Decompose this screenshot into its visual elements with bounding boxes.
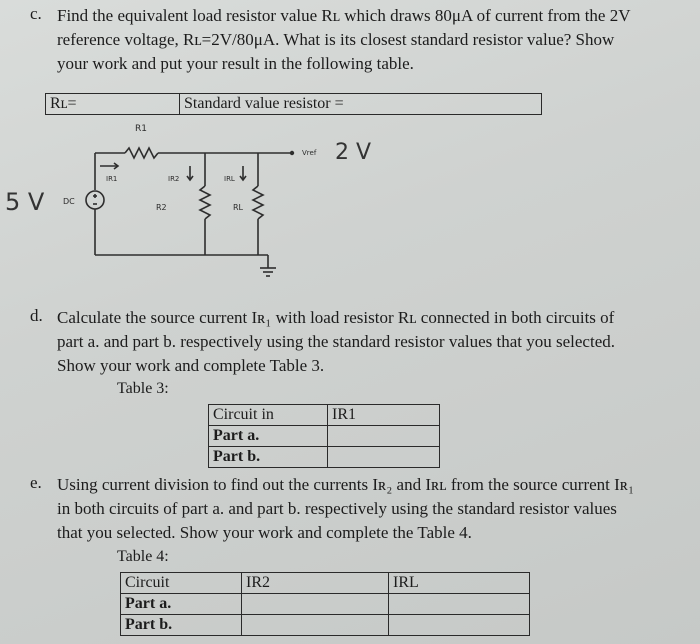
part-e-line: in both circuits of part a. and part b. respectively using the standard resistor values xyxy=(57,499,617,518)
r1-resistor xyxy=(125,148,158,158)
ir1-label: IR1 xyxy=(106,175,118,183)
part-d-line: part a. and part b. respectively using the standard resistor values that you selected. xyxy=(57,332,615,351)
r2-resistor xyxy=(200,186,210,219)
part-c-line: your work and put your result in the following table. xyxy=(57,54,414,73)
table4-header-irl: IRL xyxy=(389,573,530,594)
standard-value-cell[interactable]: Standard value resistor = xyxy=(180,94,542,115)
handwritten-5v: 5 V xyxy=(5,188,45,216)
table4-cell[interactable] xyxy=(242,594,389,615)
part-c-line: reference voltage, Rʟ=2V/80μA. What is its closest standard resistor value? Show xyxy=(57,30,615,49)
r2-label: R2 xyxy=(156,203,167,212)
table3-cell[interactable] xyxy=(328,426,440,447)
vref-label: Vref xyxy=(302,149,317,157)
table4-cell[interactable] xyxy=(389,615,530,636)
table4-row-label: Part a. xyxy=(121,594,242,615)
table3-cell[interactable] xyxy=(328,447,440,468)
table3-header-circuit: Circuit in xyxy=(209,405,328,426)
ir2-label: IR2 xyxy=(168,175,180,183)
dc-source xyxy=(86,191,104,209)
table4-header-circuit: Circuit xyxy=(121,573,242,594)
table3-row-label: Part b. xyxy=(209,447,328,468)
part-d-label: d. xyxy=(30,306,43,325)
table4-title: Table 4: xyxy=(117,548,169,565)
rl-resistor xyxy=(253,186,263,219)
table3-title: Table 3: xyxy=(117,380,169,397)
table4-cell[interactable] xyxy=(242,615,389,636)
part-c-line: Find the equivalent load resistor value Rʟ which draws 80μA of current from the 2V xyxy=(57,6,631,25)
table3-row-label: Part a. xyxy=(209,426,328,447)
part-e-line: that you selected. Show your work and complete the Table 4. xyxy=(57,523,472,542)
part-c-text xyxy=(57,4,697,76)
part-d-line: Calculate the source current Iʀ₁ with load resistor Rʟ connected in both circuits of xyxy=(57,308,615,327)
table4-cell[interactable] xyxy=(389,594,530,615)
table4-header-ir2: IR2 xyxy=(242,573,389,594)
result-table-c xyxy=(45,93,542,115)
table-3 xyxy=(208,404,440,468)
part-d-line: Show your work and complete Table 3. xyxy=(57,356,325,375)
part-e-text xyxy=(57,473,697,545)
rl-label: RL xyxy=(233,203,244,212)
irl-label: IRL xyxy=(224,175,235,183)
part-e-label: e. xyxy=(30,473,42,492)
vref-node xyxy=(290,151,294,155)
part-d-text xyxy=(57,306,697,378)
dc-label: DC xyxy=(63,197,75,206)
handwritten-2v: 2 V xyxy=(335,140,372,165)
part-c-label: c. xyxy=(30,4,42,23)
table4-row-label: Part b. xyxy=(121,615,242,636)
r1-label: R1 xyxy=(135,124,147,134)
table3-header-ir1: IR1 xyxy=(328,405,440,426)
part-e-line: Using current division to find out the currents Iʀ₂ and Iʀʟ from the source current Iʀ₁ xyxy=(57,475,635,494)
rl-cell[interactable]: Rʟ= xyxy=(46,94,180,115)
table-4 xyxy=(120,572,530,636)
